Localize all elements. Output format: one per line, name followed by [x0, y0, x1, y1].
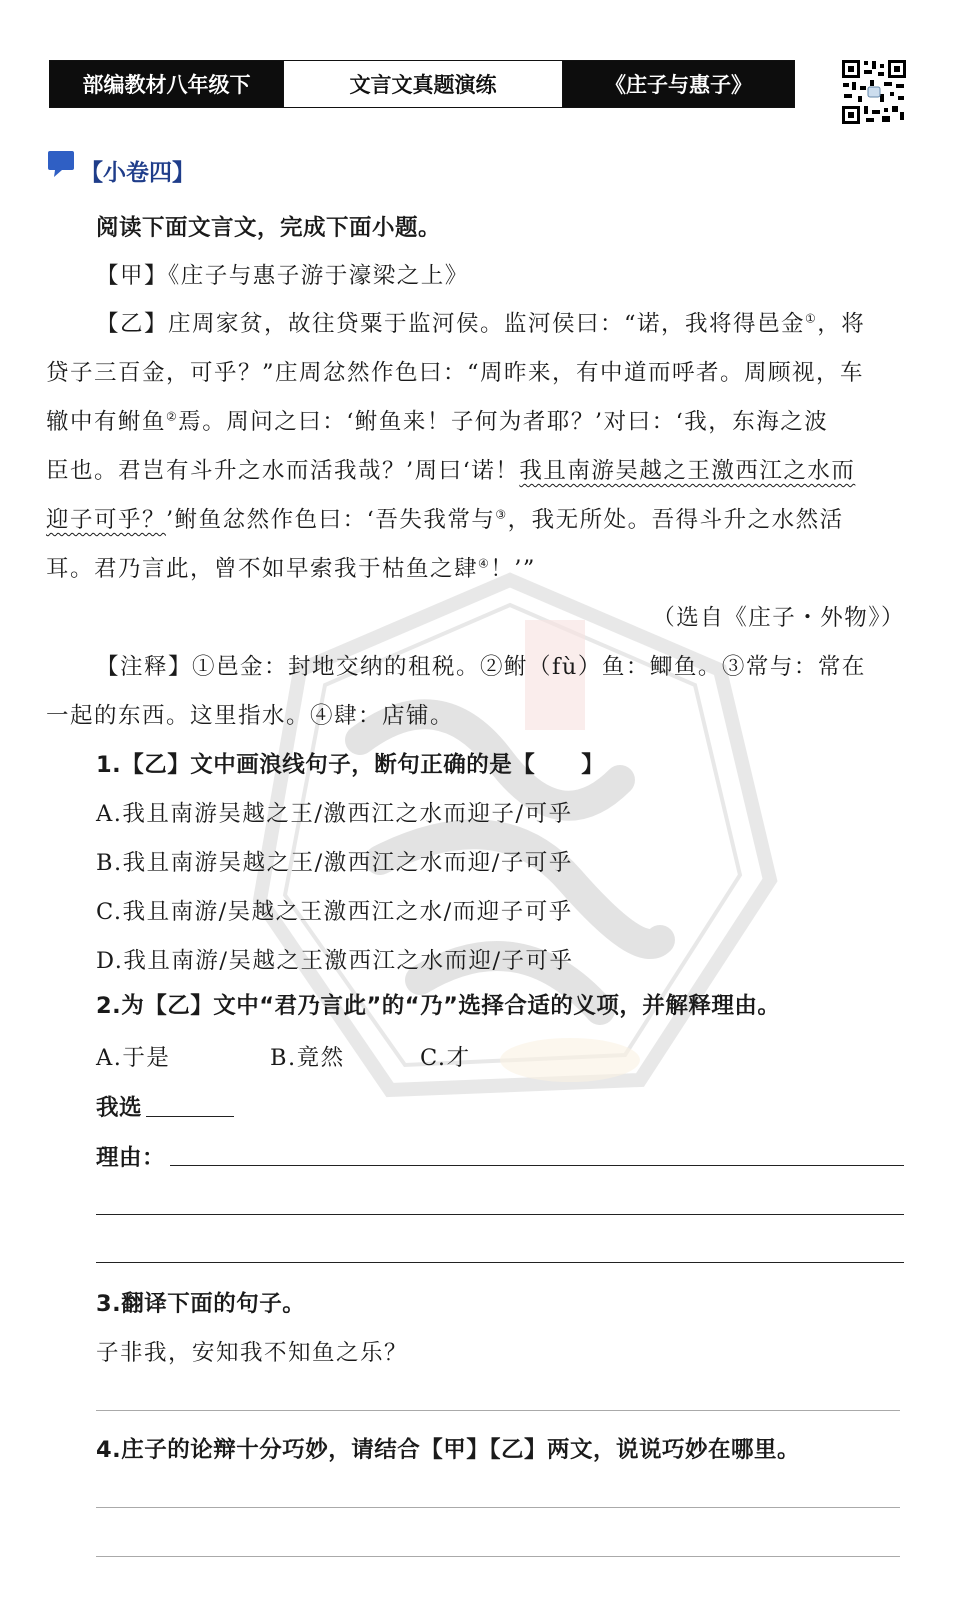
question-4-answer-line[interactable] — [96, 1556, 900, 1557]
question-4-answer-line[interactable] — [96, 1507, 900, 1508]
question-1-option-d[interactable]: D.我且南游/吴越之王激西江之水而迎/子可乎 — [96, 948, 574, 974]
notes-line: 【注释】①邑金：封地交纳的租税。②鲋（fù）鱼：鲫鱼。③常与：常在 — [96, 654, 866, 680]
grade-label: 部编教材八年级下 — [50, 61, 283, 107]
passage-b-line: 迎子可乎？’鲋鱼忿然作色曰：‘吾失我常与③，我无所处。吾得斗升之水然活 — [46, 507, 844, 533]
question-2-option-c[interactable]: C.才 — [420, 1045, 471, 1071]
reason-answer-line[interactable] — [170, 1165, 904, 1166]
question-3-sentence: 子非我，安知我不知鱼之乐？ — [96, 1340, 409, 1366]
wavy-underlined-sentence: 迎子可乎？ — [46, 507, 167, 533]
instruction-text: 阅读下面文言文，完成下面小题。 — [96, 215, 442, 241]
wavy-underlined-sentence: 我且南游吴越之王激西江之水而 — [519, 458, 856, 484]
lesson-title: 《庄子与惠子》 — [563, 61, 794, 107]
question-1-stem: 1.【乙】文中画浪线句子，断句正确的是【 】 — [96, 752, 605, 778]
choose-label: 我选 — [96, 1095, 143, 1121]
section-flag-icon — [46, 150, 76, 178]
question-2-option-a[interactable]: A.于是 — [96, 1045, 171, 1071]
choose-answer-blank[interactable] — [146, 1116, 234, 1117]
question-4-stem: 4.庄子的论辩十分巧妙，请结合【甲】【乙】两文，说说巧妙在哪里。 — [96, 1437, 800, 1463]
passage-b-line: 辙中有鲋鱼②焉。周问之曰：‘鲋鱼来！子何为者耶？’对曰：‘我，东海之波 — [46, 409, 829, 435]
section-title: 【小卷四】 — [80, 160, 195, 186]
passage-b-line: 臣也。君岂有斗升之水而活我哉？’周曰‘诺！我且南游吴越之王激西江之水而 — [46, 458, 856, 484]
category-label: 文言文真题演练 — [283, 61, 563, 107]
qr-code-icon — [840, 58, 908, 126]
translation-answer-line[interactable] — [96, 1410, 900, 1411]
passage-b-line: 【乙】庄周家贫，故往贷粟于监河侯。监河侯曰：“诺，我将得邑金①，将 — [96, 311, 866, 337]
reason-answer-line[interactable] — [96, 1214, 904, 1215]
question-1-option-c[interactable]: C.我且南游/吴越之王激西江之水/而迎子可乎 — [96, 899, 573, 925]
reason-answer-line[interactable] — [96, 1262, 904, 1263]
question-1-option-b[interactable]: B.我且南游吴越之王/激西江之水而迎/子可乎 — [96, 850, 573, 876]
notes-line: 一起的东西。这里指水。④肆：店铺。 — [46, 703, 455, 729]
passage-a-title: 【甲】《庄子与惠子游于濠梁之上》 — [96, 263, 469, 289]
question-2-option-b[interactable]: B.竟然 — [270, 1045, 345, 1071]
question-3-stem: 3.翻译下面的句子。 — [96, 1291, 306, 1317]
question-1-option-a[interactable]: A.我且南游吴越之王/激西江之水而迎子/可乎 — [96, 801, 573, 827]
passage-source: （选自《庄子・外物》） — [652, 605, 905, 631]
passage-b-line: 贷子三百金，可乎？”庄周忿然作色曰：“周昨来，有中道而呼者。周顾视，车 — [46, 360, 865, 386]
question-2-stem: 2.为【乙】文中“君乃言此”的“乃”选择合适的义项，并解释理由。 — [96, 993, 781, 1019]
reason-label: 理由： — [96, 1145, 166, 1171]
watermark-seal-icon — [240, 560, 780, 1120]
header-bar — [49, 60, 795, 108]
passage-b-line: 耳。君乃言此，曾不如早索我于枯鱼之肆④！’” — [46, 556, 536, 582]
